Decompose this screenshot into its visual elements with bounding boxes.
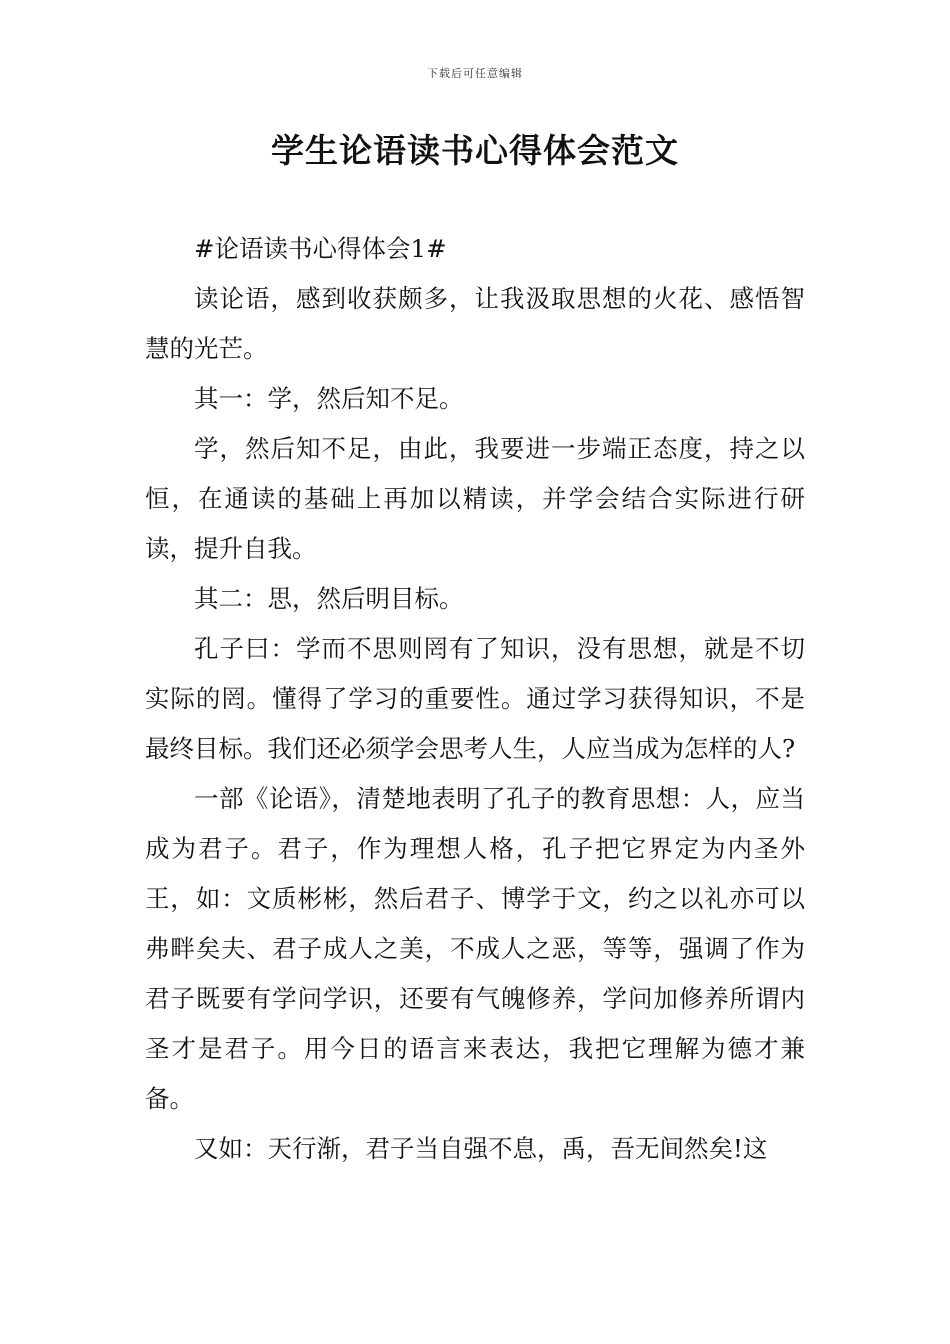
paragraph: 孔子曰：学而不思则罔有了知识，没有思想，就是不切实际的罔。懂得了学习的重要性。通过学习获得知识，不是最终目标。我们还必须学会思考人生，人应当成为怎样的人? bbox=[145, 634, 805, 763]
paragraph: 其一：学，然后知不足。 bbox=[194, 384, 464, 413]
paragraph: 读论语，感到收获颇多，让我汲取思想的火花、感悟智慧的光芒。 bbox=[145, 284, 805, 363]
paragraph: 又如：天行渐，君子当自强不息，禹，吾无间然矣!这 bbox=[194, 1134, 768, 1163]
paragraph: 学，然后知不足，由此，我要进一步端正态度，持之以恒，在通读的基础上再加以精读，并学会结合实际进行研读，提升自我。 bbox=[145, 434, 805, 563]
document-title: 学生论语读书心得体会范文 bbox=[271, 131, 679, 170]
section-heading: #论语读书心得体会1# bbox=[194, 234, 447, 263]
document-body bbox=[145, 224, 805, 1174]
paragraph: 一部《论语》，清楚地表明了孔子的教育思想：人，应当成为君子。君子，作为理想人格，孔子把它界定为内圣外王，如：文质彬彬，然后君子、博学于文，约之以礼亦可以弗畔矣夫、君子成人之美，不成人之恶，等等，强调了作为君子既要有学问学识，还要有气魄修养，学问加修养所谓内圣才是君子。用今日的语言来表达，我把它理解为德才兼备。 bbox=[145, 784, 805, 1113]
paragraph: 其二：思，然后明目标。 bbox=[194, 584, 464, 613]
header-note: 下载后可任意编辑 bbox=[427, 67, 523, 80]
